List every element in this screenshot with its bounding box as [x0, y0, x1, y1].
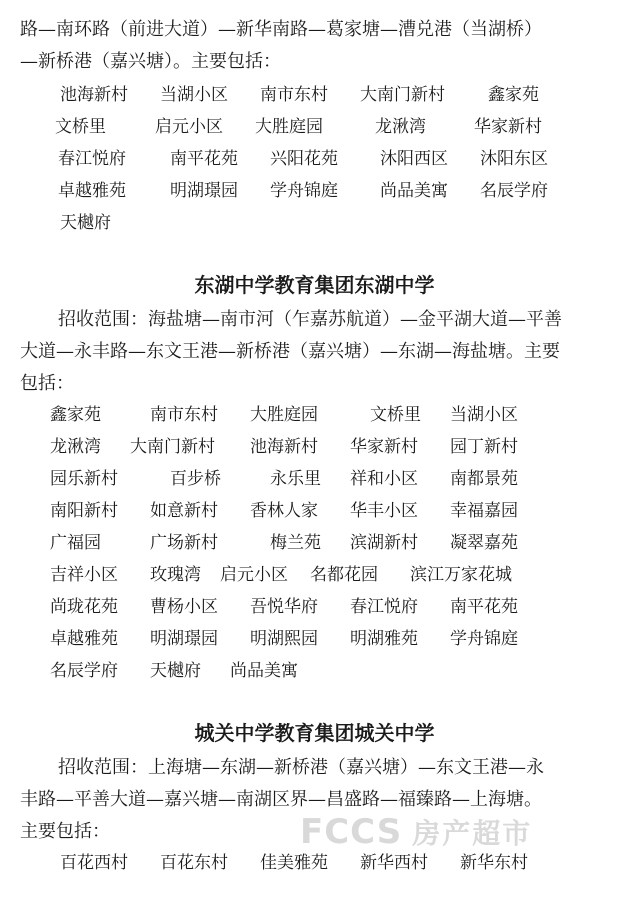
community-name: 新华东村: [460, 853, 528, 873]
community-row: [0, 627, 629, 651]
community-name: 明湖璟园: [150, 629, 218, 649]
section3-range-line-1: 招收范围：上海塘—东湖—新桥港（嘉兴塘）—东文王港—永: [58, 757, 544, 778]
community-name: 明湖熙园: [250, 629, 318, 649]
community-name: 广福园: [50, 533, 101, 553]
community-row: [0, 467, 629, 491]
community-name: 广场新村: [150, 533, 218, 553]
community-name: 名辰学府: [480, 181, 548, 201]
section1-range-line-2: —新桥港（嘉兴塘）。主要包括：: [20, 51, 281, 72]
community-name: 文桥里: [55, 117, 106, 137]
community-name: 龙湫湾: [50, 437, 101, 457]
community-name: 天樾府: [150, 661, 201, 681]
community-row: [0, 83, 629, 107]
community-name: 鑫家苑: [488, 85, 539, 105]
community-name: 滨江万家花城: [410, 565, 512, 585]
section3-range-line-3: 主要包括：: [20, 821, 110, 842]
community-name: 池海新村: [250, 437, 318, 457]
community-name: 南阳新村: [50, 501, 118, 521]
community-name: 佳美雅苑: [260, 853, 328, 873]
community-name: 曹杨小区: [150, 597, 218, 617]
community-name: 南平花苑: [450, 597, 518, 617]
community-name: 学舟锦庭: [450, 629, 518, 649]
community-name: 天樾府: [60, 213, 111, 233]
community-name: 尚品美寓: [230, 661, 298, 681]
community-name: 祥和小区: [350, 469, 418, 489]
community-row: [0, 179, 629, 203]
community-name: 沐阳东区: [480, 149, 548, 169]
watermark-text: 房产超市: [412, 817, 533, 850]
community-name: 池海新村: [60, 85, 128, 105]
community-row: [0, 435, 629, 459]
community-name: 尚珑花苑: [50, 597, 118, 617]
community-name: 百花东村: [160, 853, 228, 873]
community-name: 兴阳花苑: [270, 149, 338, 169]
community-name: 华丰小区: [350, 501, 418, 521]
community-name: 吉祥小区: [50, 565, 118, 585]
community-name: 学舟锦庭: [270, 181, 338, 201]
community-name: 凝翠嘉苑: [450, 533, 518, 553]
community-name: 华家新村: [474, 117, 542, 137]
community-name: 吾悦华府: [250, 597, 318, 617]
community-name: 大胜庭园: [250, 405, 318, 425]
community-name: 名辰学府: [50, 661, 118, 681]
community-name: 鑫家苑: [50, 405, 101, 425]
community-name: 永乐里: [270, 469, 321, 489]
community-name: 南平花苑: [170, 149, 238, 169]
community-name: 春江悦府: [58, 149, 126, 169]
community-name: 梅兰苑: [270, 533, 321, 553]
community-name: 滨湖新村: [350, 533, 418, 553]
community-name: 如意新村: [150, 501, 218, 521]
community-name: 大南门新村: [360, 85, 445, 105]
community-row: [0, 211, 629, 235]
community-name: 明湖璟园: [170, 181, 238, 201]
community-name: 华家新村: [350, 437, 418, 457]
section2-range-line-2: 大道—永丰路—东文王港—新桥港（嘉兴塘）—东湖—海盐塘。主要: [20, 341, 560, 362]
community-name: 文桥里: [370, 405, 421, 425]
community-name: 明湖雅苑: [350, 629, 418, 649]
community-name: 大南门新村: [130, 437, 215, 457]
community-row: [0, 595, 629, 619]
community-name: 当湖小区: [450, 405, 518, 425]
community-row: [0, 659, 629, 683]
community-row: [0, 499, 629, 523]
community-name: 尚品美寓: [380, 181, 448, 201]
community-row: [0, 403, 629, 427]
community-name: 南市东村: [260, 85, 328, 105]
community-name: 龙湫湾: [375, 117, 426, 137]
community-name: 百花西村: [60, 853, 128, 873]
community-name: 当湖小区: [160, 85, 228, 105]
community-name: 大胜庭园: [255, 117, 323, 137]
community-name: 玫瑰湾: [150, 565, 201, 585]
community-name: 卓越雅苑: [58, 181, 126, 201]
community-name: 沐阳西区: [380, 149, 448, 169]
community-name: 幸福嘉园: [450, 501, 518, 521]
community-name: 南市东村: [150, 405, 218, 425]
community-name: 卓越雅苑: [50, 629, 118, 649]
section3-range-line-2: 丰路—平善大道—嘉兴塘—南湖区界—昌盛路—福臻路—上海塘。: [20, 789, 542, 810]
community-name: 名都花园: [310, 565, 378, 585]
community-name: 香林人家: [250, 501, 318, 521]
section2-title: 东湖中学教育集团东湖中学: [194, 273, 435, 297]
community-row: [0, 531, 629, 555]
section2-range-line-3: 包括：: [20, 373, 74, 394]
community-name: 园乐新村: [50, 469, 118, 489]
community-name: 启元小区: [220, 565, 288, 585]
community-name: 新华西村: [360, 853, 428, 873]
section3-title: 城关中学教育集团城关中学: [194, 721, 435, 745]
community-name: 南都景苑: [450, 469, 518, 489]
watermark: [300, 808, 600, 856]
community-row: [0, 115, 629, 139]
section1-range-line-1: 路—南环路（前进大道）—新华南路—葛家塘—漕兑港（当湖桥）: [20, 19, 542, 40]
community-name: 启元小区: [155, 117, 223, 137]
community-name: 百步桥: [170, 469, 221, 489]
community-row: [0, 147, 629, 171]
community-name: 园丁新村: [450, 437, 518, 457]
community-row: [0, 563, 629, 587]
community-name: 春江悦府: [350, 597, 418, 617]
watermark-brand: FCCS: [300, 812, 403, 852]
section2-range-line-1: 招收范围：海盐塘—南市河（乍嘉苏航道）—金平湖大道—平善: [58, 309, 562, 330]
